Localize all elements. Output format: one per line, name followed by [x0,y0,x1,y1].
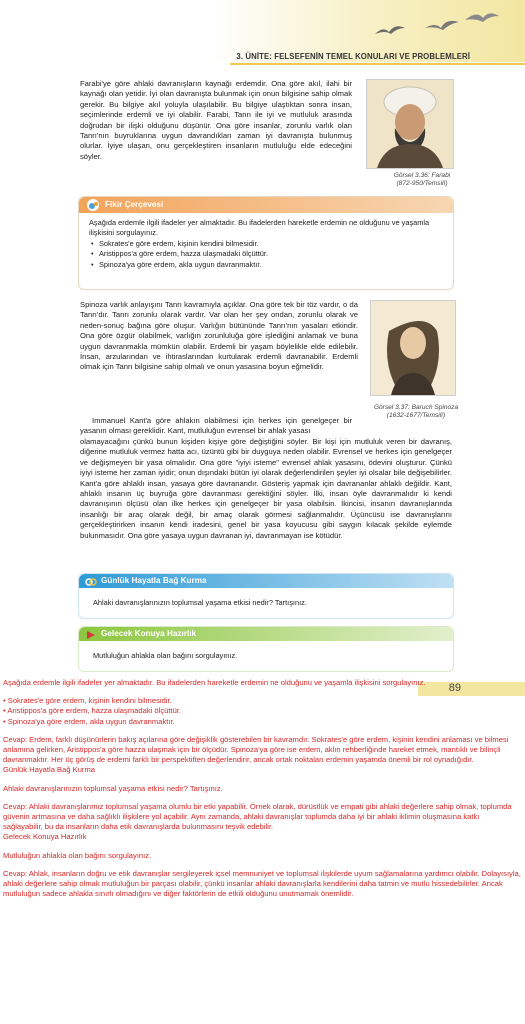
play-icon [85,628,97,640]
answer-2: Cevap: Ahlaki davranışlarımız toplumsal yaşama olumlu bir etki yapabilir. Örnek olarak, dürüstlük ve empati gibi ahlaki değerlere sahip olmak, toplumda güvenin artmasına ve daha sağlıklı ilişkilere yol açabilir. Aynı zamanda, ahlaki davranışlar toplumda daha iyi bir ahlaki iklimin oluşmasına katkı sağlayabilir, bu da insanların daha etik davranışlarda bulunmasını teşvik edebilir. [3,801,512,832]
fikir-item: • Aristippos'a göre erdem, hazza ulaşmadaki ölçüttür. [89,249,439,259]
farabi-paragraph: Farabi'ye göre ahlaki davranışların kaynağı erdemdir. Ona göre akıl, ilahi bir kaynağı olan yetidir. İyi olan davranışta bulunmak için onun bilgisine sahip olmak gerekir. Bu bilgiye akıl yoluyla ulaşılabilir. Bu bilgiye ulaştıktan sonra insan, seçimlerinde erdemli ve iyi olabilir. Farabi, Tanrı ile iyi ve mutluluk arasında doğrudan bir ilişki olduğunu düşünür. Ona göre insanlar, zorunlu varlık olan Tanrı'nın buyruklarına uygun davrandıkları zaman iyi davranışta bulunmuş olurlar. İyiye ulaşan, onu gerçekleştiren insanların mutluluğu elde edeceğini söyler. [80,79,352,161]
spinoza-caption-title: Görsel 3.37: Baruch Spinoza [373,404,459,411]
answer-question-2: Mutluluğun ahlakla olan bağını sorgulayınız. [3,850,152,860]
answer-bullet: • Aristippos'a göre erdem, hazza ulaşmadaki ölçüttür. [3,706,182,716]
gunluk-hayat-box [78,573,454,619]
farabi-portrait-image [367,80,453,168]
answer-heading-gunluk: Günlük Hayatla Bağ Kurma [3,765,96,775]
gunluk-title: Günlük Hayatla Bağ Kurma [101,576,207,585]
kant-paragraph-start: Immanuel Kant'a göre ahlakın olabilmesi için herkes için genelgeçer bir yasanın olması gereklidir. Kant, mutluluğun evrensel bir ahlak yasası [80,416,352,436]
answer-section [3,678,521,899]
answer-heading-gelecek: Gelecek Konuya Hazırlık [3,832,87,842]
gunluk-question: Ahlaki davranışlarınızın toplumsal yaşama etkisi nedir? Tartışınız. [93,598,307,607]
answer-intro: Aşağıda erdemle ilgili ifadeler yer almaktadır. Bu ifadelerden hareketle erdemin ne olduğunu ve yaşamla ilişkisini sorgulayınız. [3,678,426,687]
gelecek-question: Mutluluğun ahlakla olan bağını sorgulayınız. [93,651,238,660]
gelecek-title: Gelecek Konuya Hazırlık [101,629,197,638]
farabi-caption-title: Görsel 3.36: Farabi [393,172,451,179]
spinoza-portrait [370,300,456,396]
kant-paragraph: olamayacağını çünkü bunun kişiden kişiye göre değiştiğini söyler. Bir kişi için mutluluk veren bir davranış, diğerine mutluluk vermez hatta acı, üzüntü gibi bir duyguya neden olabilir. Evrensel ve herkes için genelgeçer ve değişmeyen bir yasa olmalıdır. Ona göre "iyiyi isteme" evrensel ahlak yasasını, ödevini oluşturur. Çünkü iyiyi isteme her zaman iyidir; onun dışındaki bütün iyi olarak değerlendirilen şeyler iyi olsalar bile değişebilirler. Kant'a göre ahlaklı insan, yasaya göre davranandır. Gösteriş yapmak için davrananlar ahlaklı değildir. Kant, ahlaklı insanın üç buyruğa göre davranması gerektiğini söyler. İlki, insan öyle davranmalıdır ki kendi davranışının ölçüsü olan ilke herkes için genelgeçer bir yasa olabilsin. İkincisi, insanın davranışlarında insanlığı bir araç olarak değil, bir amaç olarak görmesi sağlanmalıdır. Üçüncüsü ise davranışlarını gerçekleştirirken insanın kendi iradesini, genel bir yasa koyucusu gibi saygın kılacak şekilde eylemde bulunmasıdır. Ona göre yasaya uygun davranan iyi, davranmayan ise kötüdür. [80,437,452,540]
answer-3: Cevap: Ahlak, insanların doğru ve etik davranışlar sergileyerek içsel memnuniyet ve toplumsal ilişkilerde uyum sağlamalarına yardımcı olabilir. Dolayısıyla, ahlaki değerlere sahip olmak mutluluğun bir parçası olabilir, çünkü insanlar ahlaki davranışlarla kendilerini daha tatmin ve mutlu hissedebilirler. Ancak mutluluğun sadece ahlakla sınırlı olmadığını ve diğer faktörlerin de etkili olduğunu unutmamak önemlidir. [3,868,521,899]
answer-1: Cevap: Erdem, farklı düşünürlerin bakış açılarına göre değişiklik gösterebilen bir kavramdır. Sokrates'e göre erdem, kişinin kendini anlaması ve bilmesi anlamına gelirken, Aristippos'a göre hazza ulaşmak için bir ölçüdür. Spinoza'ya göre ise erdem, aklın rehberliğinde hareket etmek, mantıklı ve bilinçli davranmaktır. Her üç görüş de erdemi farklı bir perspektiften değerlendirir, ancak ortak noktaları erdemin yaşamda önemli bir rol oynadığıdır. [3,734,509,765]
spinoza-portrait-image [371,301,455,395]
link-icon [85,575,97,587]
spinoza-caption [360,404,472,420]
fikir-item: • Spinoza'ya göre erdem, akla uygun davranmaktır. [89,260,439,270]
farabi-caption-years: (872-950/Temsilî) [396,180,448,187]
page-number: 89 [448,682,461,694]
fikir-intro: Aşağıda erdemle ilgili ifadeler yer almaktadır. Bu ifadelerden hareketle erdemin ne olduğunu ve yaşamla ilişkisini sorgulayınız. [89,218,430,238]
unit-title: 3. ÜNİTE: FELSEFENİN TEMEL KONULARI VE PROBLEMLERİ [236,52,470,61]
fikir-item: • Sokrates'e göre erdem, kişinin kendini bilmesidir. [89,239,439,249]
fikir-cercevesi-box [78,196,454,290]
spinoza-paragraph: Spinoza varlık anlayışını Tanrı kavramıyla açıklar. Ona göre tek bir töz vardır, o da Tanrı'dır. Tanrı zorunlu olarak vardır. Var olan her şey ondan, zorunlu olarak ve neden-sonuç bağına göre oluşur. Varlığın bütününde Tanrı'nın yasaları etkindir. Ona göre özgür olabilmek, varlığın zorunluluğa göre işlediğini anlamak ve buna uygun davranmakla mümkün olabilir. Erdemli bir yaşam böylelikle elde edilebilir. İnsan, arzularından ve ihtiraslarından kurtularak erdemli davranabilir. Erdemli olmak için Tanrı bilgisine sahip olmalı ve onun yasasına boyun eğmelidir. [80,300,358,372]
fikir-body [89,218,439,270]
answer-question-1: Ahlaki davranışlarınızın toplumsal yaşama etkisi nedir? Tartışınız. [3,783,223,793]
header-divider [230,63,525,65]
farabi-caption [366,172,478,188]
answer-bullet: • Spinoza'ya göre erdem, akla uygun davranmaktır. [3,716,175,726]
answer-bullet: • Sokrates'e göre erdem, kişinin kendini bilmesidir. [3,696,172,706]
spinoza-caption-years: (1632-1677/Temsilî) [386,412,446,419]
gears-icon [87,199,99,211]
gelecek-konu-box [78,626,454,672]
birds-illustration [305,6,505,46]
fikir-title: Fikir Çerçevesi [105,200,164,209]
farabi-portrait [366,79,454,169]
